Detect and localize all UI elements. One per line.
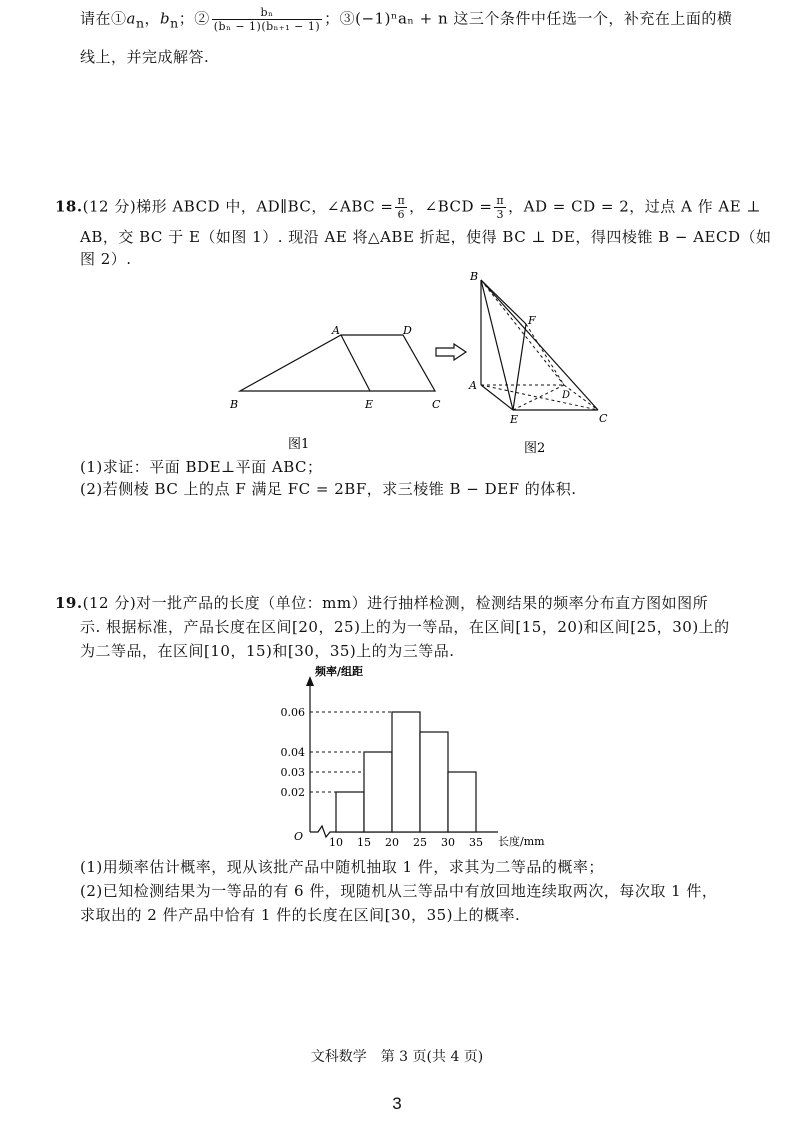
- q19-part3: 求取出的 2 件产品中恰有 1 件的长度在区间[30，35)上的概率.: [80, 906, 521, 924]
- histogram-ylabel: 频率/组距: [315, 665, 364, 678]
- x-tick-label: 10: [329, 836, 343, 849]
- histogram-bar: [448, 772, 476, 832]
- fig2-label-f: F: [528, 314, 536, 327]
- histogram-xlabel: 长度/mm: [498, 835, 545, 848]
- y-axis-arrow: [306, 676, 314, 686]
- y-tick-label: 0.06: [280, 706, 305, 719]
- page-number: 3: [392, 1094, 402, 1113]
- fig2-label-b: B: [470, 270, 479, 283]
- q19-line1: [55, 592, 708, 613]
- histogram-bar: [392, 712, 420, 832]
- q19-part2: (2)已知检测结果为一等品的有 6 件，现随机从三等品中有放回地连续取两次，每次取 1 件，: [80, 882, 718, 900]
- q18-line1: [55, 194, 761, 221]
- fig2-label-d: D: [562, 390, 571, 401]
- q18-text-b: ，∠BCD =: [409, 197, 493, 216]
- fig2-label-e: E: [510, 413, 519, 426]
- q17-var-a: a: [126, 9, 136, 28]
- fig1-label-a: A: [332, 324, 340, 337]
- fig1-caption: 图1: [288, 437, 310, 452]
- fig1-label-e: E: [365, 398, 374, 411]
- q17-line2: 线上，并完成解答.: [80, 48, 210, 66]
- q18-number: 18.: [55, 197, 83, 216]
- q19-line2: 示. 根据标准，产品长度在区间[20，25)上的为一等品，在区间[15，20)和区间[25，30)上的: [80, 618, 730, 636]
- q17-fraction: [212, 6, 322, 33]
- y-tick-label: 0.04: [280, 746, 305, 759]
- histogram-bar: [336, 792, 364, 832]
- q18-line3: 图 2）.: [80, 250, 132, 268]
- fig1-label-d: D: [403, 324, 412, 337]
- q17-var-b: b: [160, 9, 171, 28]
- trapezoid-outline: [240, 335, 435, 391]
- x-tick-label: 35: [469, 836, 483, 849]
- q17-line1: 请在$①a_n$，$b_n$；② $\frac{\text{bₙ}}{\text{(bₙ − 1)(bₙ₊₁ − 1)}}$ ；③(−1)ⁿaₙ + n 这三个条件中任选一个，补充在上面的横: [80, 6, 733, 33]
- histogram-bar: [420, 732, 448, 832]
- y-tick-label: 0.03: [280, 766, 305, 779]
- histogram-bar: [364, 752, 392, 832]
- q17-frac-num: bₙ: [260, 6, 274, 19]
- y-tick-label: 0.02: [280, 786, 305, 799]
- q17-sub-1: n: [135, 15, 145, 31]
- x-tick-label: 30: [441, 836, 455, 849]
- histogram-bars: [336, 712, 476, 832]
- q18-line2: AB，交 BC 于 E（如图 1）. 现沿 AE 将△ABE 折起，使得 BC ⊥ DE，得四棱锥 B − AECD（如: [80, 228, 772, 246]
- x-tick-label: 20: [385, 836, 399, 849]
- fig2-label-c: C: [599, 412, 608, 425]
- q17-sub-2: n: [170, 15, 179, 31]
- q18-frac-1: [395, 194, 407, 221]
- q18-score: (12 分): [82, 197, 137, 216]
- x-tick-label: 25: [413, 836, 427, 849]
- q18-frac-2: [494, 194, 506, 221]
- q18-part2: (2)若侧棱 BC 上的点 F 满足 FC = 2BF，求三棱锥 B − DEF 的体积.: [80, 480, 577, 498]
- q17-frac-den: (bₙ − 1)(bₙ₊₁ − 1): [213, 20, 321, 33]
- q19-number: 19.: [55, 594, 83, 612]
- q18-frac2-den: 3: [494, 207, 506, 221]
- histogram-x-ticks: [329, 836, 483, 849]
- q17-text-a: 请在①: [80, 9, 127, 28]
- x-tick-label: 15: [357, 836, 371, 849]
- q18-frac1-den: 6: [395, 207, 407, 221]
- q19-part1: (1)用频率估计概率，现从该批产品中随机抽取 1 件，求其为二等品的概率；: [80, 858, 604, 876]
- histogram-origin: O: [294, 830, 304, 843]
- q18-frac1-num: π: [397, 194, 406, 207]
- q18-text-c: ，AD = CD = 2，过点 A 作 AE ⊥: [508, 197, 762, 216]
- histogram-y-ticks: [281, 706, 306, 799]
- fig2-caption: 图2: [524, 441, 546, 456]
- fig2-label-a: A: [469, 379, 477, 392]
- q17-text-d: ；②: [178, 9, 210, 28]
- fig1-label-b: B: [230, 398, 239, 411]
- figure-1-trapezoid: [225, 320, 455, 455]
- q19-text-1: 对一批产品的长度（单位：mm）进行抽样检测，检测结果的频率分布直方图如图所: [136, 594, 709, 612]
- q17-text-e: ；③(−1)ⁿaₙ + n 这三个条件中任选一个，补充在上面的横: [324, 9, 733, 28]
- frequency-histogram: [270, 660, 570, 855]
- q19-score: (12 分): [82, 594, 137, 612]
- q18-text-a: 梯形 ABCD 中，AD∥BC，∠ABC =: [136, 197, 394, 216]
- q18-part1: (1)求证：平面 BDE⊥平面 ABC；: [80, 458, 323, 476]
- q19-line3: 为二等品，在区间[10，15)和[30，35)上的为三等品.: [80, 642, 455, 660]
- page-footer: 文科数学 第 3 页(共 4 页): [310, 1049, 484, 1065]
- segment-ae: [341, 335, 370, 391]
- figure-2-pyramid: [462, 268, 622, 458]
- q18-frac2-num: π: [496, 194, 505, 207]
- fig1-label-c: C: [432, 398, 441, 411]
